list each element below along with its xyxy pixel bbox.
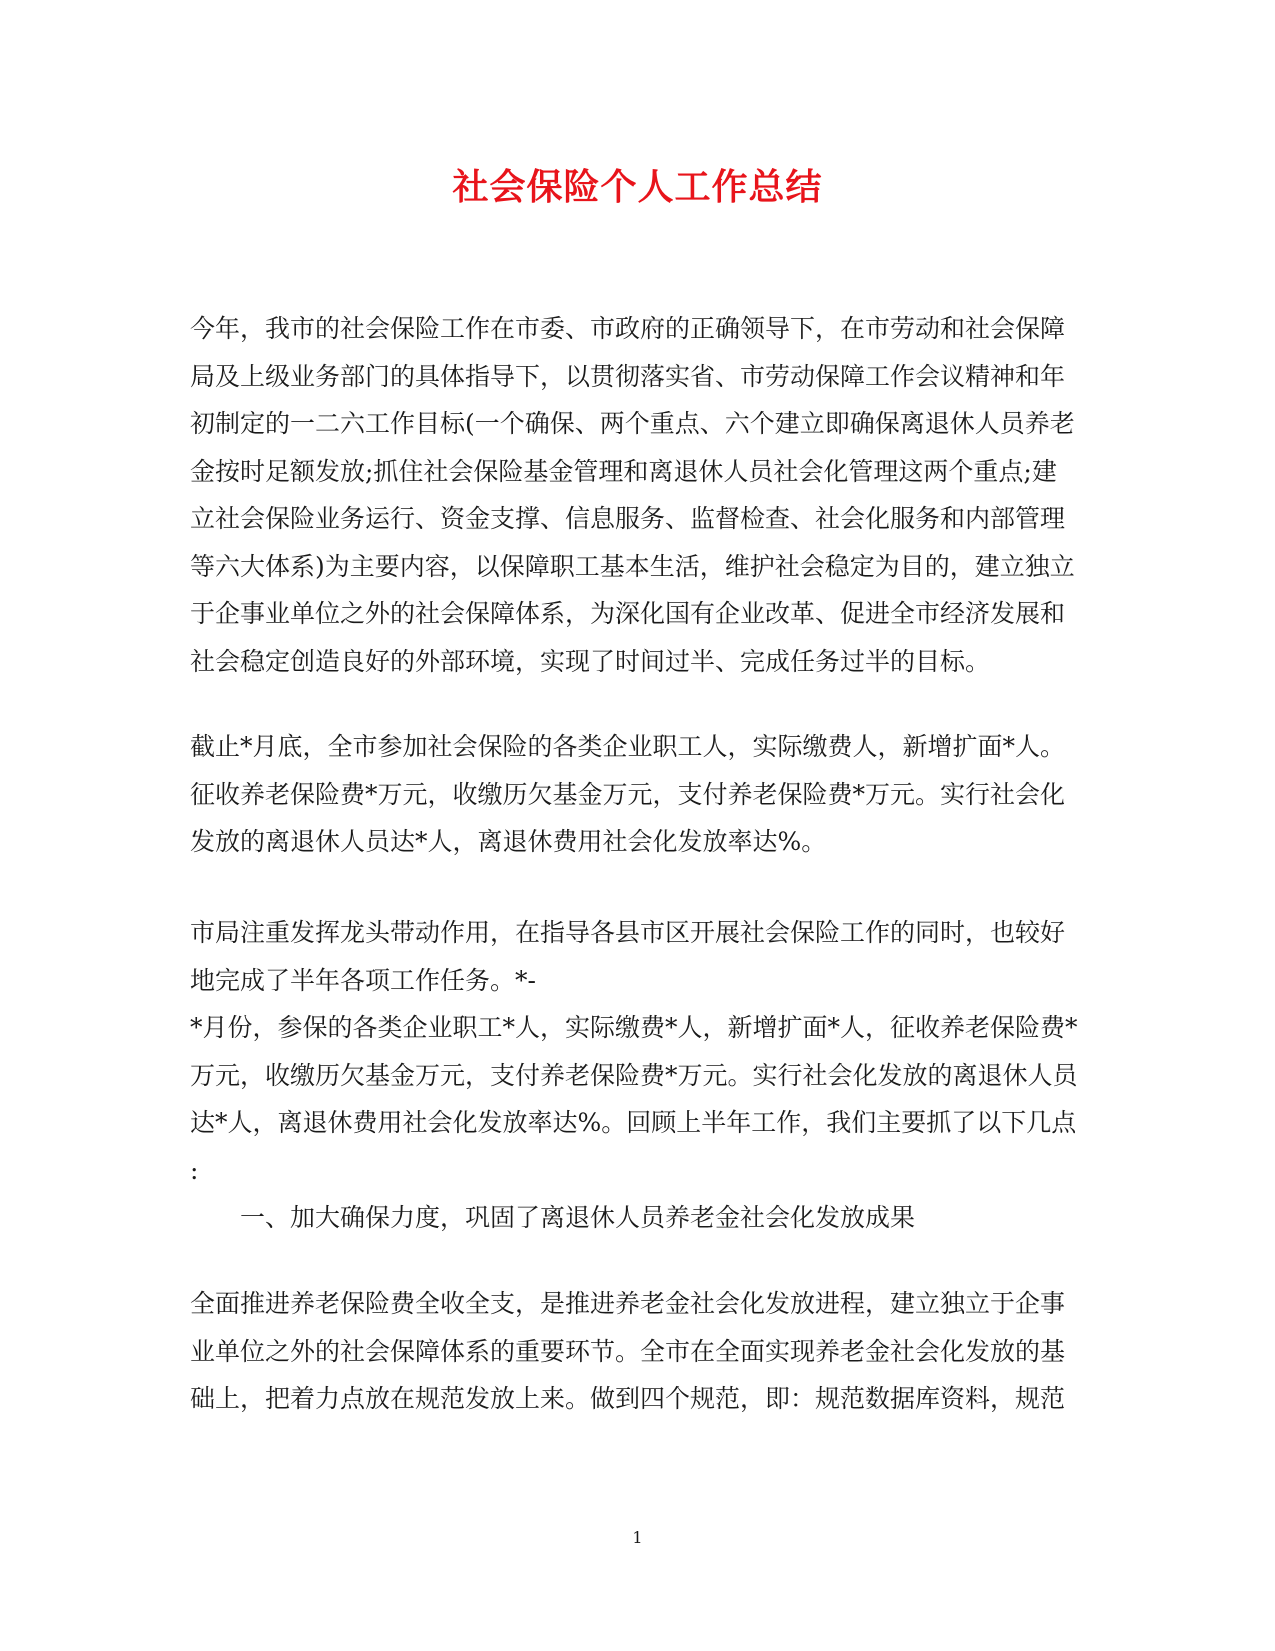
paragraph-line: 局及上级业务部门的具体指导下，以贯彻落实省、市劳动保障工作会议精神和年 [190, 361, 1066, 391]
paragraph-line: 社会稳定创造良好的外部环境，实现了时间过半、完成任务过半的目标。 [190, 646, 991, 676]
paragraph-line: 地完成了半年各项工作任务。*- [190, 965, 536, 995]
paragraph-3 [190, 909, 1078, 1242]
paragraph-line: 业单位之外的社会保障体系的重要环节。全市在全面实现养老金社会化发放的基 [190, 1336, 1066, 1366]
paragraph-line: 础上，把着力点放在规范发放上来。做到四个规范，即：规范数据库资料，规范 [190, 1384, 1066, 1413]
paragraph-line: 初制定的一二六工作目标(一个确保、两个重点、六个建立即确保离退休人员养老 [190, 409, 1075, 438]
page-number: 1 [632, 1528, 643, 1547]
paragraph-line: : [190, 1155, 199, 1185]
paragraph-line: 今年，我市的社会保险工作在市委、市政府的正确领导下，在市劳动和社会保障 [190, 314, 1066, 343]
paragraph-line: *月份，参保的各类企业职工*人，实际缴费*人，新增扩面*人，征收养老保险费* [190, 1013, 1078, 1042]
paragraph-line: 达*人，离退休费用社会化发放率达%。回顾上半年工作，我们主要抓了以下几点 [190, 1108, 1077, 1137]
paragraph-line: 全面推进养老保险费全收全支，是推进养老金社会化发放进程，建立独立于企事 [190, 1289, 1066, 1318]
paragraph-line: 于企事业单位之外的社会保障体系，为深化国有企业改革、促进全市经济发展和 [190, 599, 1066, 628]
paragraph-line: 等六大体系)为主要内容，以保障职工基本生活，维护社会稳定为目的，建立独立 [190, 551, 1075, 581]
paragraph-line: 市局注重发挥龙头带动作用，在指导各县市区开展社会保险工作的同时，也较好 [190, 918, 1066, 947]
paragraph-4 [190, 1280, 1070, 1423]
paragraph-line: 截止*月底，全市参加社会保险的各类企业职工人，实际缴费人，新增扩面*人。 [190, 732, 1066, 761]
paragraph-2 [190, 723, 1070, 866]
document-title: 社会保险个人工作总结 [452, 166, 823, 208]
paragraph-line: 金按时足额发放;抓住社会保险基金管理和离退休人员社会化管理这两个重点;建 [190, 456, 1057, 486]
paragraph-line: 征收养老保险费*万元，收缴历欠基金万元，支付养老保险费*万元。实行社会化 [190, 779, 1066, 809]
section-heading: 一、加大确保力度，巩固了离退休人员养老金社会化发放成果 [240, 1203, 916, 1232]
paragraph-line: 发放的离退休人员达*人，离退休费用社会化发放率达%。 [190, 827, 827, 856]
paragraph-line: 万元，收缴历欠基金万元，支付养老保险费*万元。实行社会化发放的离退休人员 [190, 1060, 1078, 1090]
paragraph-line: 立社会保险业务运行、资金支撑、信息服务、监督检查、社会化服务和内部管理 [190, 504, 1066, 533]
paragraph-1 [190, 305, 1075, 685]
